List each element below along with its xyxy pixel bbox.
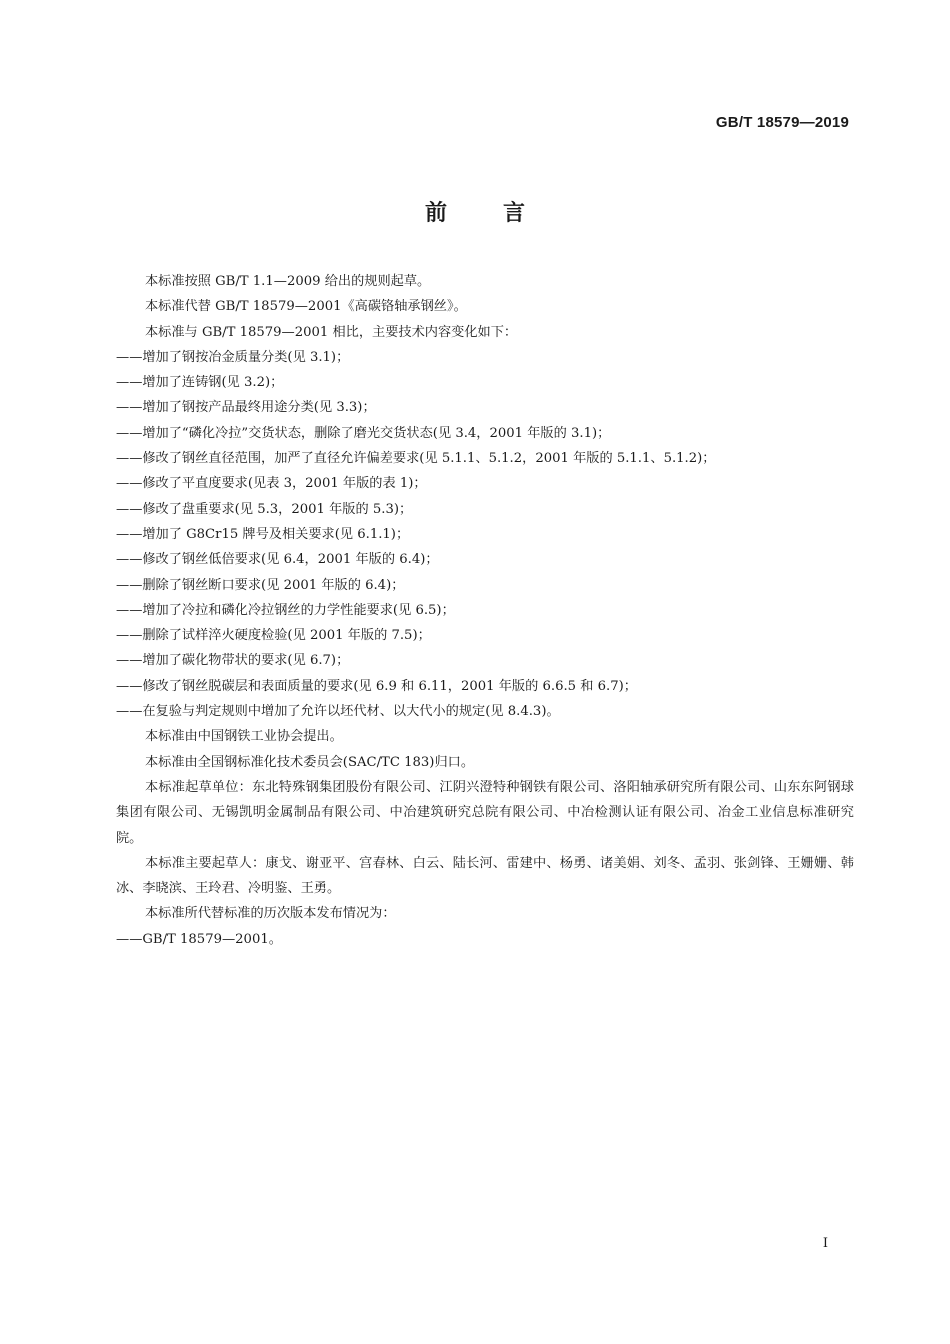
change-item: ——增加了钢按冶金质量分类(见 3.1)； bbox=[116, 349, 350, 365]
page-title: 前言 bbox=[424, 201, 581, 226]
paragraph: 本标准代替 GB/T 18579—2001《高碳铬轴承钢丝》。 bbox=[145, 299, 467, 315]
change-item: ——增加了碳化物带状的要求(见 6.7)； bbox=[116, 653, 350, 669]
change-item: ——修改了平直度要求(见表 3，2001 年版的表 1)； bbox=[116, 476, 427, 492]
change-item: ——修改了钢丝低倍要求(见 6.4，2001 年版的 6.4)； bbox=[116, 552, 439, 568]
drafters-paragraph: 本标准主要起草人：康戈、谢亚平、宫春林、白云、陆长河、雷建中、杨勇、诸美娟、刘冬、孟羽、张剑锋、王姗姗、韩冰、李晓滨、王玲君、冷明鉴、王勇。 bbox=[116, 855, 854, 897]
paragraph: 本标准与 GB/T 18579—2001 相比，主要技术内容变化如下： bbox=[145, 324, 518, 340]
change-item: ——增加了钢按产品最终用途分类(见 3.3)； bbox=[116, 400, 376, 416]
change-item: ——增加了“磷化冷拉”交货状态，删除了磨光交货状态(见 3.4，2001 年版的 3.1)； bbox=[116, 425, 611, 441]
change-item: ——增加了冷拉和磷化冷拉钢丝的力学性能要求(见 6.5)； bbox=[116, 602, 455, 618]
drafting-units-paragraph: 本标准起草单位：东北特殊钢集团股份有限公司、江阴兴澄特种钢铁有限公司、洛阳轴承研究所有限公司、山东东阿钢球集团有限公司、无锡凯明金属制品有限公司、中冶建筑研究总院有限公司、中冶检测认证有限公司、冶金工业信息标准研究院。 bbox=[116, 779, 854, 846]
document-body bbox=[116, 269, 854, 952]
paragraph: 本标准由中国钢铁工业协会提出。 bbox=[145, 729, 343, 745]
change-item: ——删除了钢丝断口要求(见 2001 年版的 6.4)； bbox=[116, 577, 405, 593]
change-item: ——在复验与判定规则中增加了允许以坯代材、以大代小的规定(见 8.4.3)。 bbox=[116, 704, 560, 720]
change-item: ——修改了钢丝直径范围，加严了直径允许偏差要求(见 5.1.1、5.1.2，2001 年版的 5.1.1、5.1.2)； bbox=[116, 451, 716, 467]
change-item: ——增加了 G8Cr15 牌号及相关要求(见 6.1.1)； bbox=[116, 526, 410, 542]
history-item: ——GB/T 18579—2001。 bbox=[116, 931, 282, 947]
paragraph: 本标准所代替标准的历次版本发布情况为： bbox=[145, 906, 396, 922]
standard-number: GB/T 18579—2019 bbox=[715, 114, 849, 131]
change-item: ——修改了钢丝脱碳层和表面质量的要求(见 6.9 和 6.11，2001 年版的 6.6.5 和 6.7)； bbox=[116, 678, 637, 694]
paragraph: 本标准按照 GB/T 1.1—2009 给出的规则起草。 bbox=[145, 274, 431, 289]
change-item: ——删除了试样淬火硬度检验(见 2001 年版的 7.5)； bbox=[116, 628, 431, 644]
page-number: I bbox=[822, 1236, 828, 1251]
change-item: ——增加了连铸钢(见 3.2)； bbox=[116, 375, 284, 391]
change-item: ——修改了盘重要求(见 5.3，2001 年版的 5.3)； bbox=[116, 501, 413, 517]
paragraph: 本标准由全国钢标准化技术委员会(SAC/TC 183)归口。 bbox=[145, 754, 475, 770]
